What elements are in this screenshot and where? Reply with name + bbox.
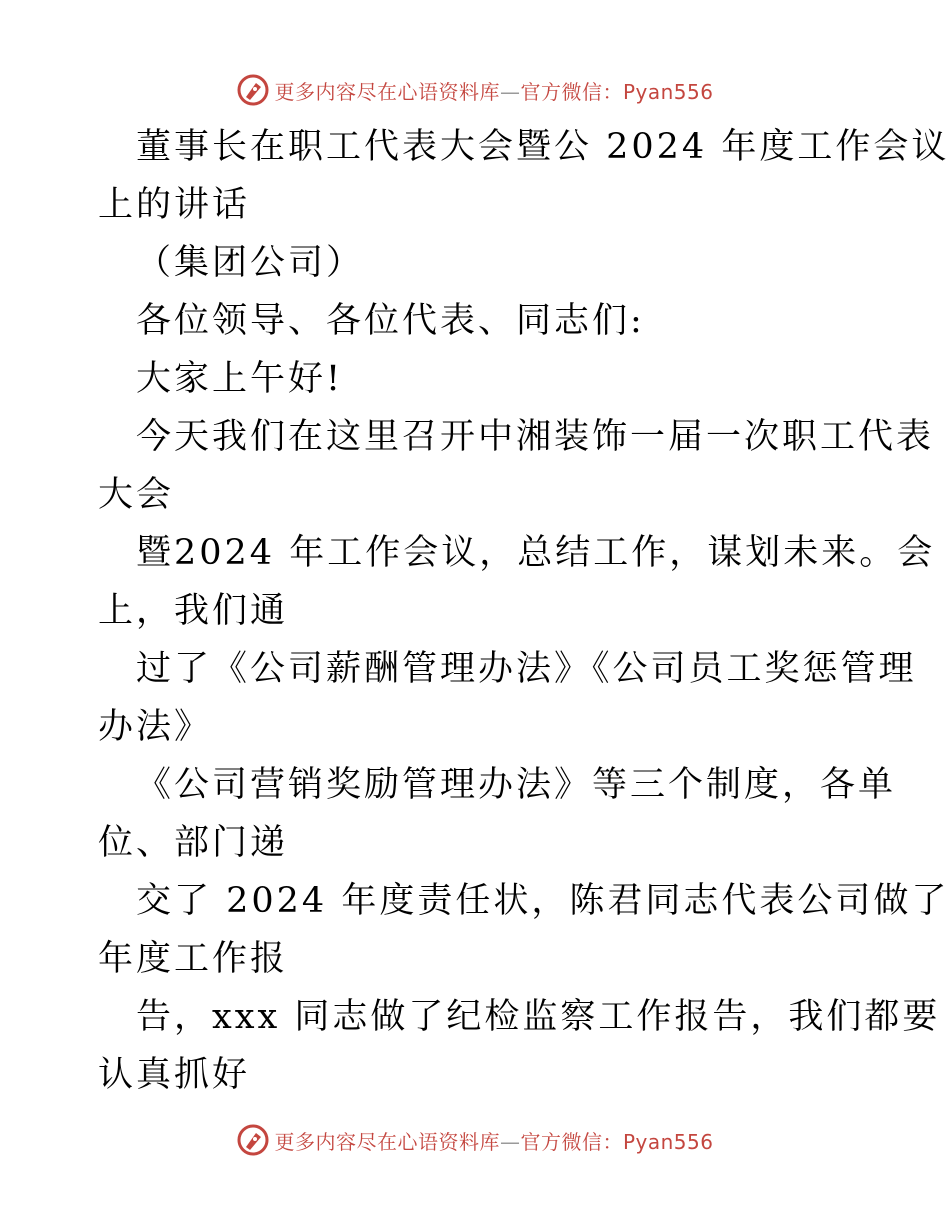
footer-watermark — [0, 1120, 950, 1160]
document-body — [98, 118, 950, 1104]
document-line: 交了 2024 年度责任状，陈君同志代表公司做了 — [136, 881, 950, 921]
watermark-contact: 官方微信：Pyan556 — [520, 79, 714, 104]
pen-nib-logo-icon — [236, 1123, 270, 1157]
watermark-contact: 官方微信：Pyan556 — [520, 1129, 714, 1154]
document-line: 暨2024 年工作会议，总结工作，谋划未来。会 — [136, 533, 936, 573]
header-watermark — [0, 70, 950, 110]
watermark-main-text: 更多内容尽在心语资料库 — [274, 79, 500, 104]
document-line: 大会 — [98, 475, 175, 515]
document-line: 今天我们在这里召开中湘装饰一届一次职工代表 — [136, 417, 935, 457]
watermark-text — [274, 1126, 713, 1155]
document-line: 上，我们通 — [98, 591, 289, 631]
document-line: 过了《公司薪酬管理办法》《公司员工奖惩管理 — [136, 649, 917, 689]
document-line: 大家上午好! — [136, 359, 344, 399]
watermark-main-text: 更多内容尽在心语资料库 — [274, 1129, 500, 1154]
document-line: 《公司营销奖励管理办法》等三个制度，各单 — [136, 765, 897, 805]
document-line: 认真抓好 — [98, 1055, 251, 1095]
pen-nib-logo-icon — [236, 73, 270, 107]
watermark-separator: — — [499, 79, 521, 104]
document-line: 董事长在职工代表大会暨公 2024 年度工作会议 — [136, 127, 950, 167]
watermark-separator: — — [499, 1129, 521, 1154]
document-line: 上的讲话 — [98, 185, 251, 225]
document-line: 告，xxx 同志做了纪检监察工作报告，我们都要 — [136, 997, 941, 1037]
document-line: （集团公司） — [136, 243, 365, 283]
document-line: 位、部门递 — [98, 823, 289, 863]
document-line: 各位领导、各位代表、同志们: — [136, 301, 645, 341]
document-line: 年度工作报 — [98, 939, 289, 979]
document-line: 办法》 — [98, 707, 213, 747]
watermark-text — [274, 76, 713, 105]
